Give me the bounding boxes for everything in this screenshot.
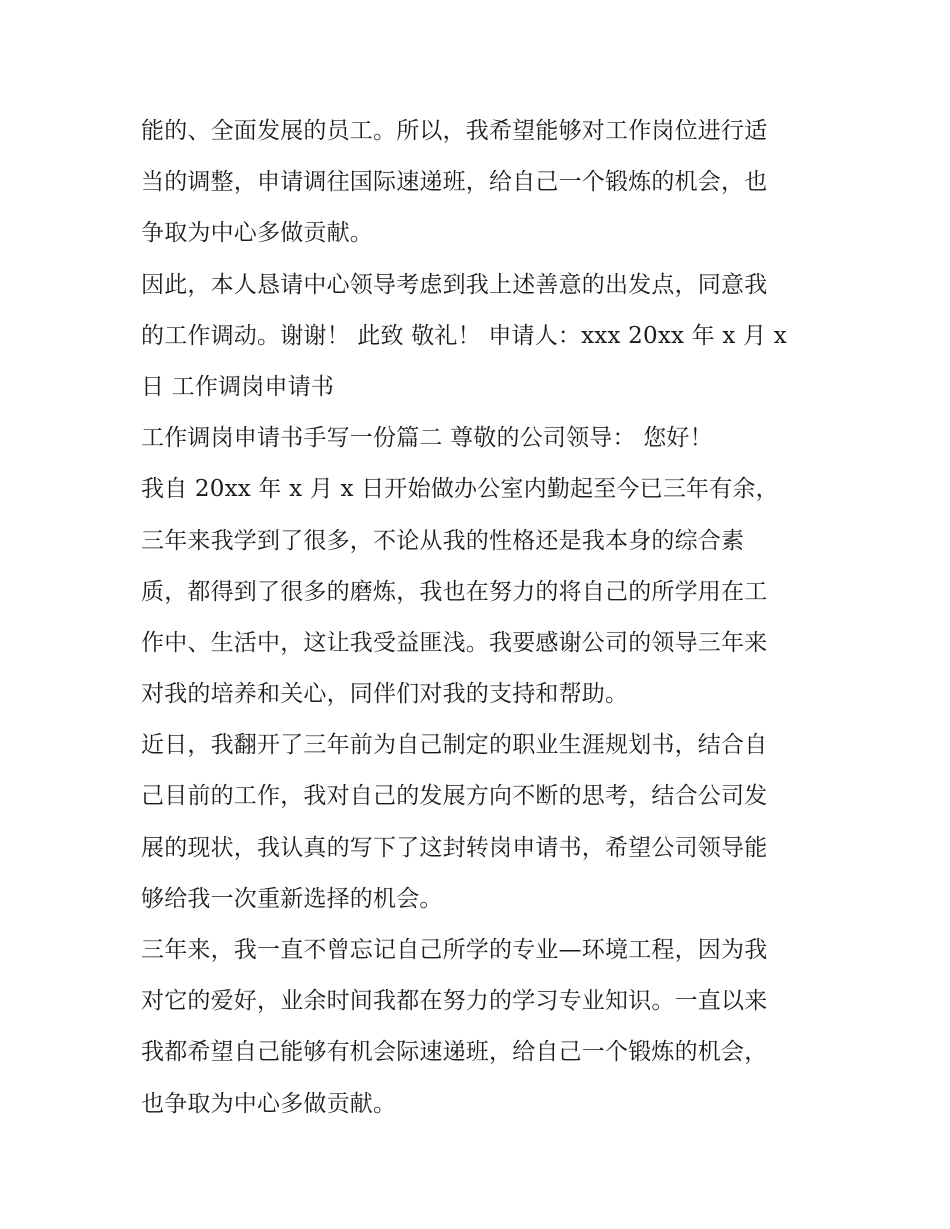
text-line: 够给我一次重新选择的机会。 [141,885,443,912]
text-line: 也争取为中心多做贡献。 [141,1090,397,1117]
text-line: 对我的培养和关心，同伴们对我的支持和帮助。 [141,681,629,708]
text-line: 己目前的工作，我对自己的发展方向不断的思考，结合公司发 [141,783,768,810]
text-line: 三年来，我一直不曾忘记自己所学的专业—环境工程，因为我 [141,937,768,963]
text-line: 我自 20xx 年 x 月 x 日开始做办公室内勤起至今已三年有余， [141,476,779,503]
text-line: 的工作调动。谢谢！ 此致 敬礼！ 申请人：xxx 20xx 年 x 月 x [141,322,787,349]
text-line: 工作调岗申请书手写一份篇二 尊敬的公司领导： 您好！ [141,425,713,452]
text-line: 三年来我学到了很多，不论从我的性格还是我本身的综合素 [141,527,745,554]
text-line: 争取为中心多做贡献。 [141,220,373,247]
text-line: 日 工作调岗申请书 [141,373,335,400]
text-line: 展的现状，我认真的写下了这封转岗申请书，希望公司领导能 [141,834,768,861]
text-line: 质，都得到了很多的磨炼，我也在努力的将自己的所学用在工 [141,578,768,605]
document-body [141,106,813,1130]
text-line: 我都希望自己能够有机会际速递班，给自己一个锻炼的机会， [141,1039,768,1066]
text-line: 作中、生活中，这让我受益匪浅。我要感谢公司的领导三年来 [141,629,768,656]
text-line: 近日，我翻开了三年前为自己制定的职业生涯规划书，结合自 [141,732,768,759]
text-line: 能的、全面发展的员工。所以，我希望能够对工作岗位进行适 [141,118,768,144]
text-line: 对它的爱好，业余时间我都在努力的学习专业知识。一直以来 [141,988,768,1015]
text-line: 因此，本人恳请中心领导考虑到我上述善意的出发点，同意我 [141,271,768,298]
text-line: 当的调整，申请调往国际速递班，给自己一个锻炼的机会，也 [141,169,768,196]
